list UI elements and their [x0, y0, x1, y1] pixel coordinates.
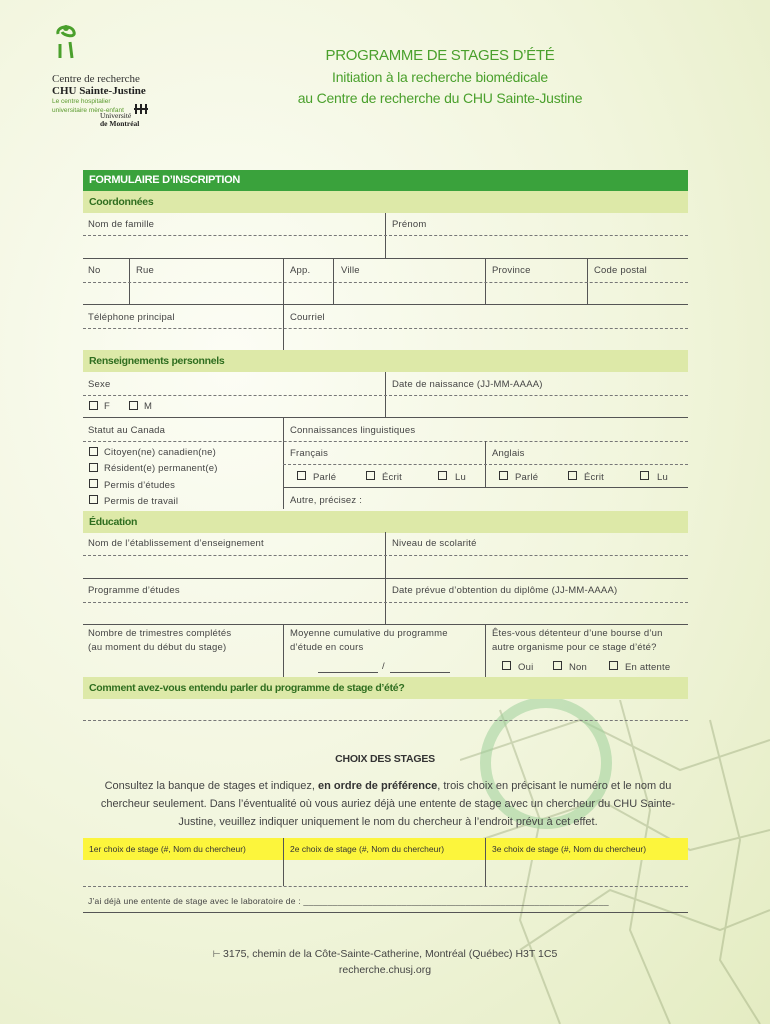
- label-telephone: Téléphone principal: [88, 312, 175, 323]
- label-citoyen: Citoyen(ne) canadien(ne): [104, 447, 216, 458]
- label-francais: Français: [290, 448, 329, 459]
- field-line-moyenne[interactable]: [318, 672, 378, 673]
- footer-address: [0, 948, 770, 960]
- checkbox-non[interactable]: [553, 661, 562, 670]
- field-line-etablissement[interactable]: [83, 555, 688, 556]
- field-line-telephone[interactable]: [83, 328, 688, 329]
- label-nom: Nom de famille: [88, 219, 155, 230]
- divider: [333, 258, 334, 304]
- checkbox-fr-parle[interactable]: [297, 471, 306, 480]
- checkbox-attente[interactable]: [609, 661, 618, 670]
- label-statut: Statut au Canada: [88, 425, 166, 436]
- label-code-postal: Code postal: [594, 265, 647, 276]
- divider: [485, 624, 486, 677]
- logo-name-line1: Centre de recherche: [52, 73, 140, 85]
- checkbox-fr-lu[interactable]: [438, 471, 447, 480]
- label-fr-ecrit: Écrit: [382, 472, 402, 483]
- section-coordonnees: Coordonnées: [83, 191, 688, 213]
- stages-text-2: , trois choix en précisant le numéro et le nom du chercheur seulement. Dans l’éventualité où vous auriez déjà une entente de stage avec un chercheur du CHU Sainte-Justine, veuillez indiquer uniquement le nom du chercheur à l’endroit prévu à cet effet.: [100, 780, 676, 828]
- label-connaissances: Connaissances linguistiques: [290, 425, 416, 436]
- label-date-naissance: Date de naissance (JJ-MM-AAAA): [392, 379, 543, 390]
- field-line-sexe[interactable]: [83, 395, 688, 396]
- footer-address-text: 3175, chemin de la Côte-Sainte-Catherine, Montréal (Québec) H3T 1C5: [223, 948, 558, 960]
- logo-tagline2: universitaire mère-enfant: [52, 107, 124, 114]
- page-subtitle-1: Initiation à la recherche biomédicale: [332, 69, 548, 85]
- label-en-parle: Parlé: [515, 472, 539, 483]
- page-title: PROGRAMME DE STAGES D’ÉTÉ: [325, 47, 555, 64]
- udem-line1: Université: [100, 111, 132, 120]
- field-line: [83, 441, 688, 442]
- label-courriel: Courriel: [290, 312, 325, 323]
- label-programme: Programme d’études: [88, 585, 180, 596]
- label-sexe: Sexe: [88, 379, 111, 390]
- label-moyenne-2: d’étude en cours: [290, 642, 364, 653]
- udem-line2: de Montréal: [100, 119, 140, 128]
- divider: [485, 258, 486, 304]
- label-prenom: Prénom: [392, 219, 427, 230]
- stages-instructions: [88, 777, 688, 831]
- label-moyenne-1: Moyenne cumulative du programme: [290, 628, 448, 639]
- divider: [485, 838, 486, 886]
- label-anglais: Anglais: [492, 448, 525, 459]
- label-province: Province: [492, 265, 531, 276]
- checkbox-oui[interactable]: [502, 661, 511, 670]
- row-divider: [83, 304, 688, 305]
- label-trimestres-2: (au moment du début du stage): [88, 642, 227, 653]
- label-niveau: Niveau de scolarité: [392, 538, 477, 549]
- label-fr-parle: Parlé: [313, 472, 337, 483]
- field-line-adresse[interactable]: [83, 282, 688, 283]
- label-f: F: [104, 401, 111, 412]
- checkbox-m[interactable]: [129, 401, 138, 410]
- label-trimestres-1: Nombre de trimestres complétés: [88, 628, 232, 639]
- checkbox-en-lu[interactable]: [640, 471, 649, 480]
- chusj-logo-icon: [52, 22, 82, 60]
- form-title-bar: FORMULAIRE D’INSCRIPTION: [83, 170, 688, 191]
- divider: [129, 258, 130, 304]
- checkbox-permis-travail[interactable]: [89, 495, 98, 504]
- label-en-ecrit: Écrit: [584, 472, 604, 483]
- row-divider: [83, 624, 688, 625]
- section-personnels: Renseignements personnels: [83, 350, 688, 372]
- checkbox-en-ecrit[interactable]: [568, 471, 577, 480]
- divider: [283, 417, 284, 509]
- divider: [283, 258, 284, 304]
- label-fr-lu: Lu: [455, 472, 466, 483]
- label-permis-travail: Permis de travail: [104, 496, 179, 507]
- checkbox-citoyen[interactable]: [89, 447, 98, 456]
- row-divider: [83, 417, 688, 418]
- checkbox-fr-ecrit[interactable]: [366, 471, 375, 480]
- row-divider: [83, 578, 688, 579]
- field-line-comment[interactable]: [83, 720, 688, 721]
- label-slash: /: [382, 661, 385, 672]
- checkbox-f[interactable]: [89, 401, 98, 410]
- label-permis-etudes: Permis d’études: [104, 480, 176, 491]
- divider: [587, 258, 588, 304]
- stages-title: CHOIX DES STAGES: [335, 753, 435, 765]
- label-m: M: [144, 401, 153, 412]
- stages-text-bold: en ordre de préférence: [318, 780, 438, 792]
- label-rue: Rue: [136, 265, 155, 276]
- field-line: [283, 464, 688, 465]
- checkbox-en-parle[interactable]: [499, 471, 508, 480]
- label-autre[interactable]: Autre, précisez :: [290, 495, 363, 506]
- location-icon: ⊢: [212, 949, 224, 959]
- label-app: App.: [290, 265, 311, 276]
- label-no: No: [88, 265, 101, 276]
- section-comment: Comment avez-vous entendu parler du programme de stage d’été?: [83, 677, 688, 699]
- checkbox-resident[interactable]: [89, 463, 98, 472]
- label-attente: En attente: [625, 662, 671, 673]
- row-divider: [83, 912, 688, 913]
- label-en-lu: Lu: [657, 472, 668, 483]
- field-line-moyenne-sur[interactable]: [390, 672, 450, 673]
- logo-name-line2: CHU Sainte-Justine: [52, 85, 146, 97]
- page-header: [170, 47, 710, 106]
- label-bourse-1: Êtes-vous détenteur d’une bourse d’un: [492, 628, 663, 639]
- field-line-choix[interactable]: [83, 886, 688, 887]
- page-subtitle-2: au Centre de recherche du CHU Sainte-Justine: [297, 90, 583, 106]
- divider: [283, 624, 284, 677]
- logo-tagline1: Le centre hospitalier: [52, 98, 111, 105]
- label-choix-2: 2e choix de stage (#, Nom du chercheur): [290, 844, 445, 854]
- row-divider: [83, 258, 688, 259]
- label-bourse-2: autre organisme pour ce stage d’été?: [492, 642, 657, 653]
- section-education: Éducation: [83, 511, 688, 533]
- label-entente[interactable]: J’ai déjà une entente de stage avec le laboratoire de : ______________________________________________________________: [88, 896, 609, 906]
- label-choix-3: 3e choix de stage (#, Nom du chercheur): [492, 844, 647, 854]
- stages-text-1: Consultez la banque de stages et indiquez,: [104, 780, 319, 792]
- field-line-nom[interactable]: [83, 235, 688, 236]
- label-resident: Résident(e) permanent(e): [104, 463, 218, 474]
- label-non: Non: [569, 662, 588, 673]
- checkbox-permis-etudes[interactable]: [89, 479, 98, 488]
- label-etablissement: Nom de l’établissement d’enseignement: [88, 538, 264, 549]
- label-date-diplome: Date prévue d’obtention du diplôme (JJ-MM-AAAA): [392, 585, 618, 596]
- field-line-programme[interactable]: [83, 602, 688, 603]
- logo-chusj: [52, 22, 172, 115]
- label-oui: Oui: [518, 662, 534, 673]
- divider: [283, 838, 284, 886]
- footer-web[interactable]: recherche.chusj.org: [338, 964, 432, 976]
- udem-logo: [100, 112, 139, 128]
- label-choix-1: 1er choix de stage (#, Nom du chercheur): [89, 844, 246, 854]
- row-divider: [283, 487, 688, 488]
- label-ville: Ville: [341, 265, 360, 276]
